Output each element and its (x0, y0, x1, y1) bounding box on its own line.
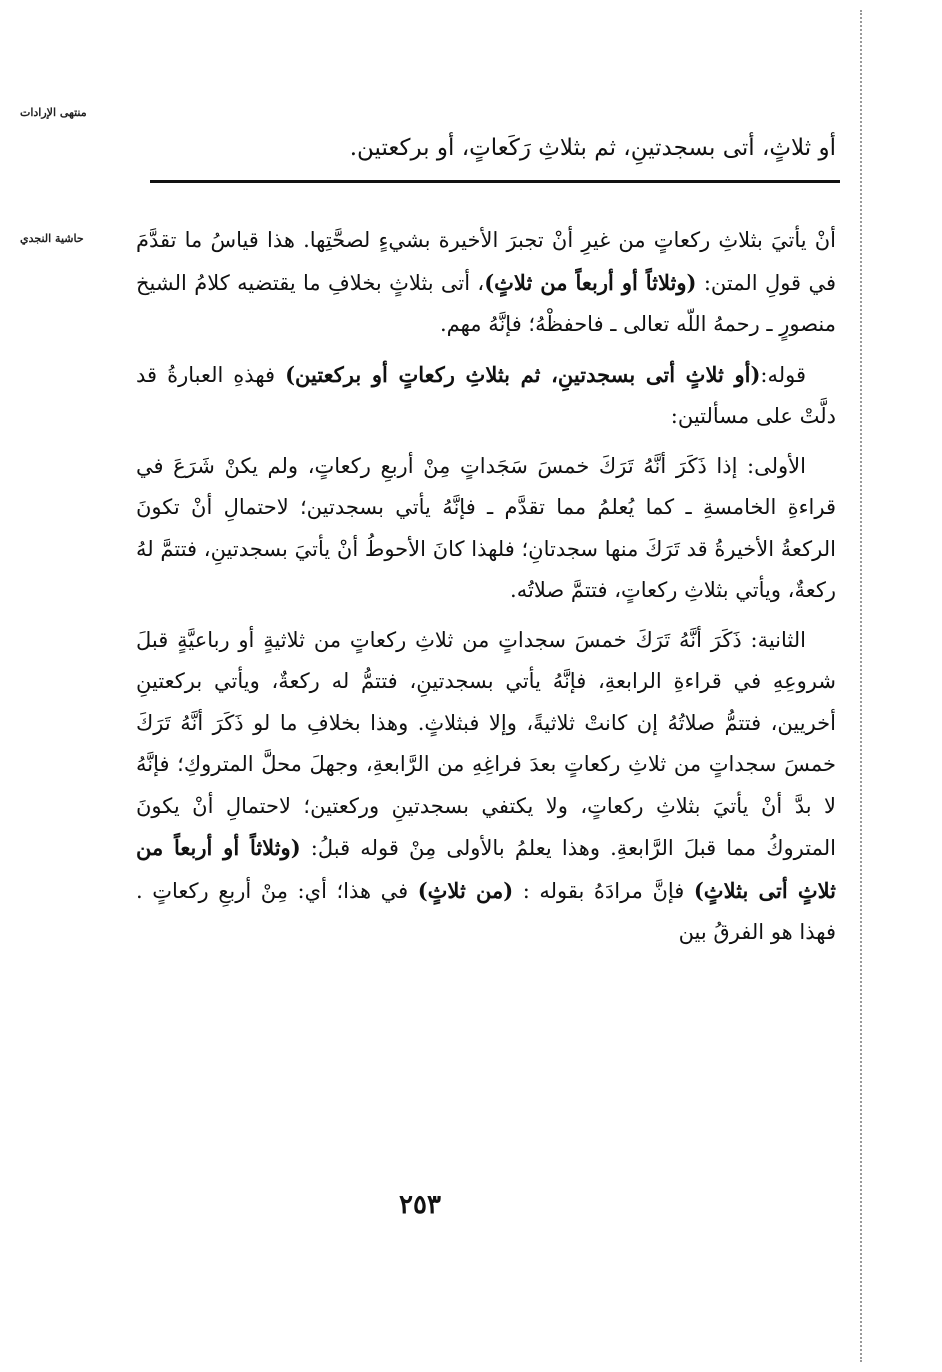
paragraph-2 (136, 354, 836, 438)
p2-text-end: فهذهِ العبارةُ قد دلَّتْ على مسألتين: (136, 362, 836, 428)
paragraph-3 (136, 446, 836, 612)
p2-quote: (أو ثلاثٍ أتى بسجدتينِ، ثم بثلاثِ ركعاتٍ أو بركعتين) (285, 361, 761, 387)
p1-text: أنْ يأتيَ بثلاثِ ركعاتٍ من غيرِ أنْ تجبرَ الأخيرة بشيءٍ لصحَّتِها. هذا قياسُ ما تقدَّمَ في قولِ المتن: (136, 228, 836, 295)
side-label-matn: منتهى الإرادات (20, 106, 87, 119)
paragraph-1 (136, 220, 836, 346)
p4-text-a: الثانية: ذَكَرَ أنَّهُ تَرَكَ خمسَ سجداتٍ من ثلاثِ ركعاتٍ من ثلاثيةٍ أو رباعيَّةٍ قبلَ شروعِهِ في قراءةِ الرابعةِ، فإنَّهُ يأتي بسجدتينِ، فتتمُّ له ركعةٌ، ويأتي بركعتينِ أخريين، فتتمُّ صلاتُهُ إن كانتْ ثلاثيةً، وإلا فبثلاثٍ. وهذا بخلافِ ما لو ذَكَرَ أنَّهُ تَرَكَ خمسَ سجداتٍ من ثلاثِ ركعاتٍ بعدَ فراغِهِ من الرَّابعةِ، وجهلَ محلَّ المتروكِ؛ فإنَّهُ لا بدَّ أنْ يأتيَ بثلاثِ ركعاتٍ، ولا يكتفي بسجدتينِ وركعتين؛ لاحتمالِ أنْ يكونَ المتروكُ مما قبلَ الرَّابعةِ. وهذا يعلمُ بالأولى مِنْ قوله قبلُ: (136, 627, 836, 860)
page-number: ٢٥٣ (399, 1190, 441, 1220)
p4-quote-2: (من ثلاثٍ) (417, 877, 514, 903)
side-label-hashiya: حاشية النجدي (20, 232, 84, 245)
matn-text: أو ثلاثٍ، أتى بسجدتينِ، ثم بثلاثِ رَكَعاتٍ، أو بركعتين. (349, 135, 836, 161)
p4-text-c: في هذا؛ أي: مِنْ أربعِ ركعاتٍ . فهذا هو الفرقُ بين (136, 878, 836, 944)
separator-rule (150, 180, 840, 183)
scan-edge-dotted-line (860, 10, 862, 1362)
p4-quote-1: (وثلاثاً أو أربعاً من ثلاثٍ أتى بثلاثٍ) (136, 835, 836, 903)
p4-text-b: فإنَّ مرادَهُ بقوله : (513, 878, 694, 903)
commentary-body (136, 220, 836, 962)
p1-text-end: ، أتى بثلاثٍ بخلافِ ما يقتضيه كلامُ الشيخ منصورٍ ـ رحمهُ اللّه تعالى ـ فاحفظْهُ؛ فإنَّهُ مهم. (136, 270, 836, 336)
p2-intro: قوله: (760, 362, 807, 387)
paragraph-4 (136, 620, 836, 954)
p3-text: الأولى: إذا ذَكَرَ أنَّهُ تَرَكَ خمسَ سَجَداتٍ مِنْ أربعِ ركعاتٍ، ولم يكنْ شَرَعَ في قراءةِ الخامسةِ ـ كما يُعلمُ مما تقدَّم ـ فإنَّهُ يأتي بسجدتين؛ لاحتمالِ أنْ تكونَ الركعةُ الأخيرةُ قد تَرَكَ منها سجدتانِ؛ فلهذا كانَ الأحوطُ أنْ يأتيَ بسجدتينِ، فتتمَّ لهُ ركعةٌ، ويأتي بثلاثِ ركعاتٍ، فتتمَّ صلاتُه. (136, 453, 836, 602)
p1-quote: (وثلاثاً أو أربعاً من ثلاثٍ) (484, 269, 697, 295)
